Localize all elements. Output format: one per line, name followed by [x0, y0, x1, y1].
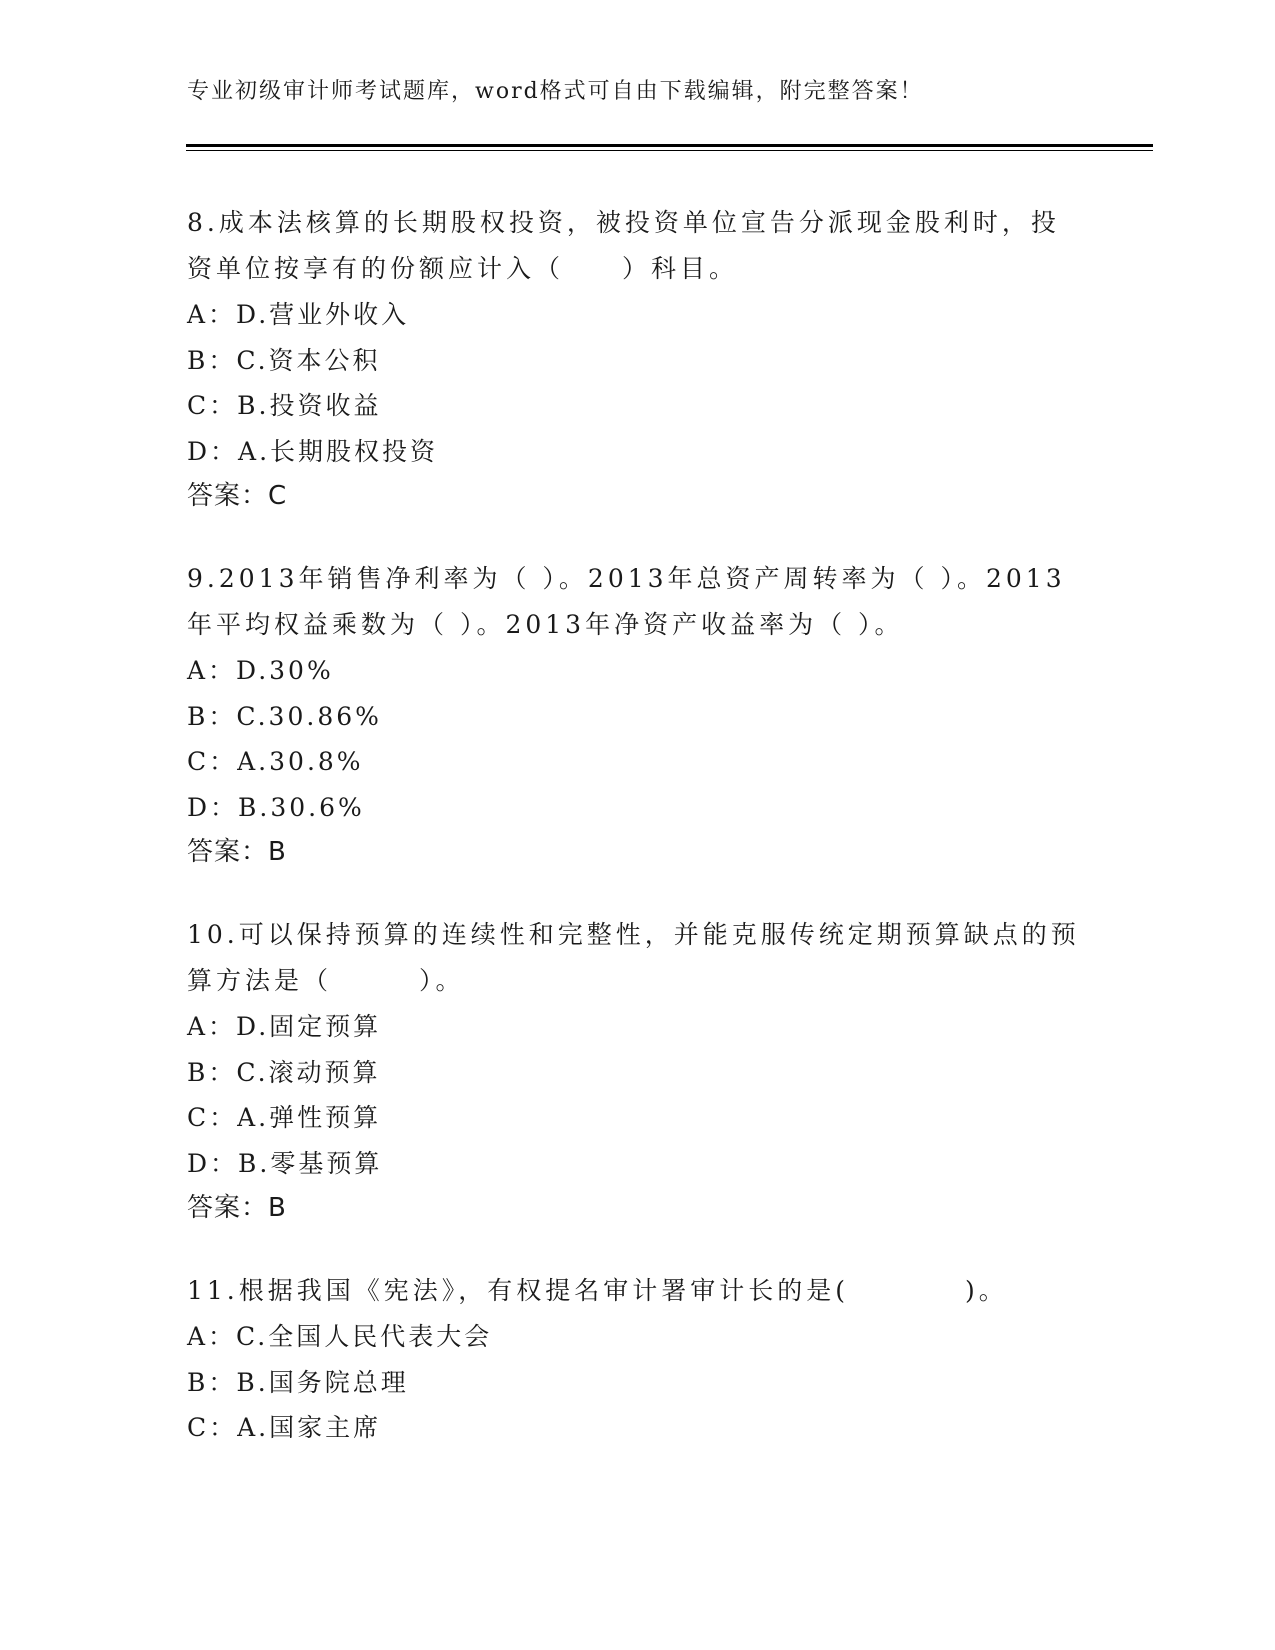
option-c: C：A.30.8%: [187, 747, 364, 776]
question-10: [187, 912, 1087, 1230]
header-rule-thin: [186, 150, 1153, 151]
question-stem: 10.可以保持预算的连续性和完整性，并能克服传统定期预算缺点的预算方法是（ ）。: [187, 920, 1080, 995]
option-b: B：C.30.86%: [187, 701, 382, 731]
option-d: D：A.长期股权投资: [187, 436, 439, 466]
option-a: A：C.全国人民代表大会: [187, 1322, 493, 1351]
question-stem: 11.根据我国《宪法》，有权提名审计署审计长的是( )。: [187, 1276, 1008, 1305]
option-d: D：B.30.6%: [187, 792, 365, 822]
answer-line: 答案：B: [187, 1193, 287, 1223]
option-b: B：C.滚动预算: [187, 1057, 381, 1087]
question-11: [187, 1268, 1087, 1451]
question-8: [187, 200, 1087, 518]
option-d: D：B.零基预算: [187, 1148, 383, 1178]
question-list: [187, 200, 1087, 1489]
question-stem: 8.成本法核算的长期股权投资，被投资单位宣告分派现金股利时，投资单位按享有的份额应计入（ ）科目。: [187, 208, 1060, 283]
question-stem: 9.2013年销售净利率为（ ）。2013年总资产周转率为（ ）。2013年平均权益乘数为（ ）。2013年净资产收益率为（ ）。: [187, 564, 1066, 639]
option-a: A：D.营业外收入: [187, 300, 410, 329]
header-rule-thick: [186, 144, 1153, 147]
option-a: A：D.固定预算: [187, 1012, 382, 1041]
option-c: C：A.弹性预算: [187, 1103, 382, 1132]
option-c: C：A.国家主席: [187, 1413, 382, 1442]
option-b: B：C.资本公积: [187, 345, 381, 375]
answer-line: 答案：C: [187, 481, 288, 511]
answer-line: 答案：B: [187, 837, 287, 867]
option-a: A：D.30%: [187, 656, 334, 685]
question-9: [187, 556, 1087, 874]
option-b: B：B.国务院总理: [187, 1367, 409, 1397]
option-c: C：B.投资收益: [187, 391, 382, 420]
page-header: 专业初级审计师考试题库，word格式可自由下载编辑，附完整答案！: [187, 79, 924, 104]
